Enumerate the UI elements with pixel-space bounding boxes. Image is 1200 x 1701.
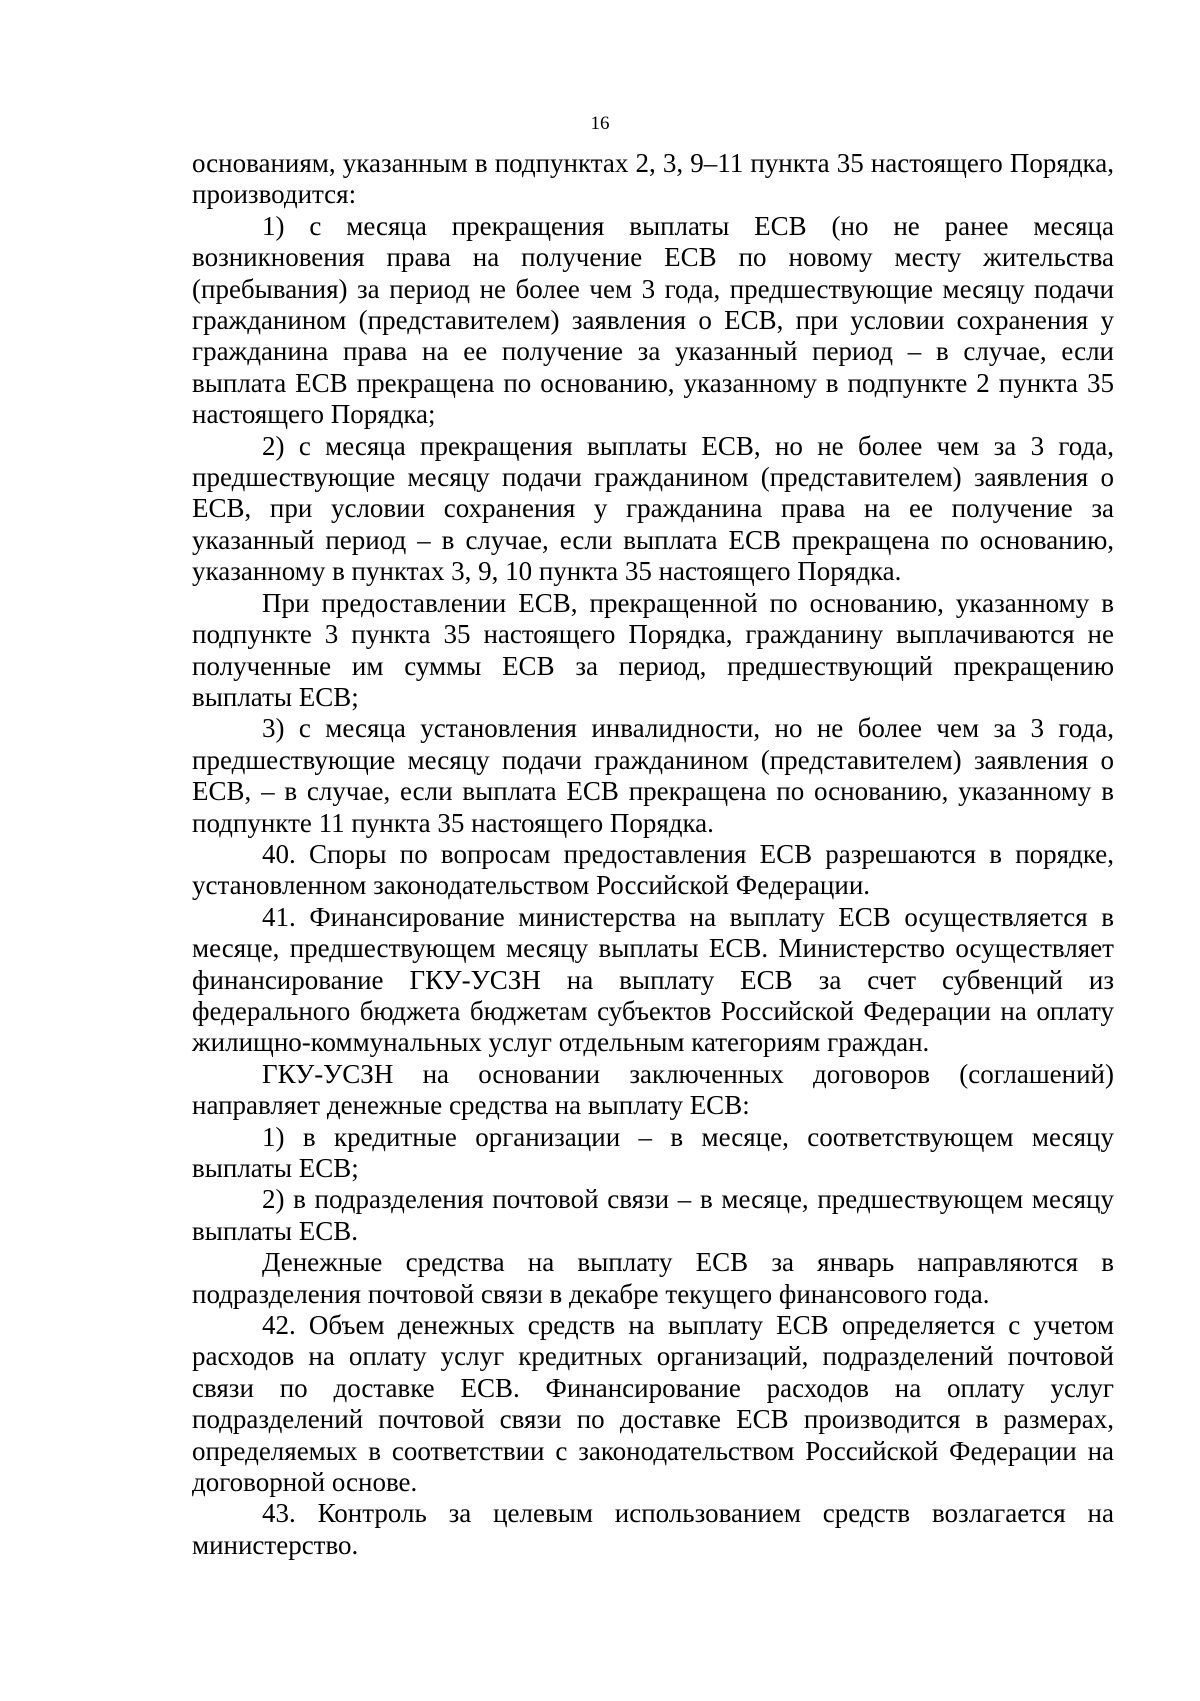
paragraph: 3) с месяца установления инвалидности, но не более чем за 3 года, предшествующие месяцу подачи гражданином (представителем) заявления о ЕСВ, – в случае, если выплата ЕСВ прекращена по основанию, указанному в подпункте 11 пункта 35 настоящего Порядка. xyxy=(192,713,1114,838)
paragraph: 40. Споры по вопросам предоставления ЕСВ разрешаются в порядке, установленном законодательством Российской Федерации. xyxy=(192,838,1114,901)
paragraph: 1) с месяца прекращения выплаты ЕСВ (но не ранее месяца возникновения права на получение ЕСВ по новому месту жительства (пребывания) за период не более чем 3 года, предшествующие месяцу подачи гражданином (представителем) заявления о ЕСВ, при условии сохранения у гражданина права на ее получение за указанный период – в случае, если выплата ЕСВ прекращена по основанию, указанному в подпункте 2 пункта 35 настоящего Порядка; xyxy=(192,210,1114,430)
paragraph: 2) с месяца прекращения выплаты ЕСВ, но не более чем за 3 года, предшествующие месяцу подачи гражданином (представителем) заявления о ЕСВ, при условии сохранения у гражданина права на ее получение за указанный период – в случае, если выплата ЕСВ прекращена по основанию, указанному в пунктах 3, 9, 10 пункта 35 настоящего Порядка. xyxy=(192,430,1114,587)
paragraph: ГКУ-УСЗН на основании заключенных договоров (соглашений) направляет денежные средства на выплату ЕСВ: xyxy=(192,1058,1114,1121)
paragraph: 1) в кредитные организации – в месяце, соответствующем месяцу выплаты ЕСВ; xyxy=(192,1121,1114,1183)
paragraph: 42. Объем денежных средств на выплату ЕСВ определяется с учетом расходов на оплату услуг кредитных организаций, подразделений почтовой связи по доставке ЕСВ. Финансирование расходов на оплату услуг подразделений почтовой связи по доставке ЕСВ производится в размерах, определяемых в соответствии с законодательством Российской Федерации на договорной основе. xyxy=(192,1310,1114,1498)
paragraph: 43. Контроль за целевым использованием средств возлагается на министерство. xyxy=(192,1498,1114,1560)
paragraph: 2) в подразделения почтовой связи – в месяце, предшествующем месяцу выплаты ЕСВ. xyxy=(192,1184,1114,1246)
paragraph: Денежные средства на выплату ЕСВ за январь направляются в подразделения почтовой связи в декабре текущего финансового года. xyxy=(192,1247,1114,1309)
page-number: 16 xyxy=(590,113,610,134)
paragraph: основаниям, указанным в подпунктах 2, 3, 9–11 пункта 35 настоящего Порядка, производится: xyxy=(192,148,1114,210)
paragraph: При предоставлении ЕСВ, прекращенной по основанию, указанному в подпункте 3 пункта 35 настоящего Порядка, гражданину выплачиваются не полученные им суммы ЕСВ за период, предшествующий прекращению выплаты ЕСВ; xyxy=(192,587,1114,712)
body-text xyxy=(192,148,1114,1561)
paragraph: 41. Финансирование министерства на выплату ЕСВ осуществляется в месяце, предшествующем месяцу выплаты ЕСВ. Министерство осуществляет финансирование ГКУ-УСЗН на выплату ЕСВ за счет субвенций из федерального бюджета бюджетам субъектов Российской Федерации на оплату жилищно-коммунальных услуг отдельным категориям граждан. xyxy=(192,901,1114,1058)
